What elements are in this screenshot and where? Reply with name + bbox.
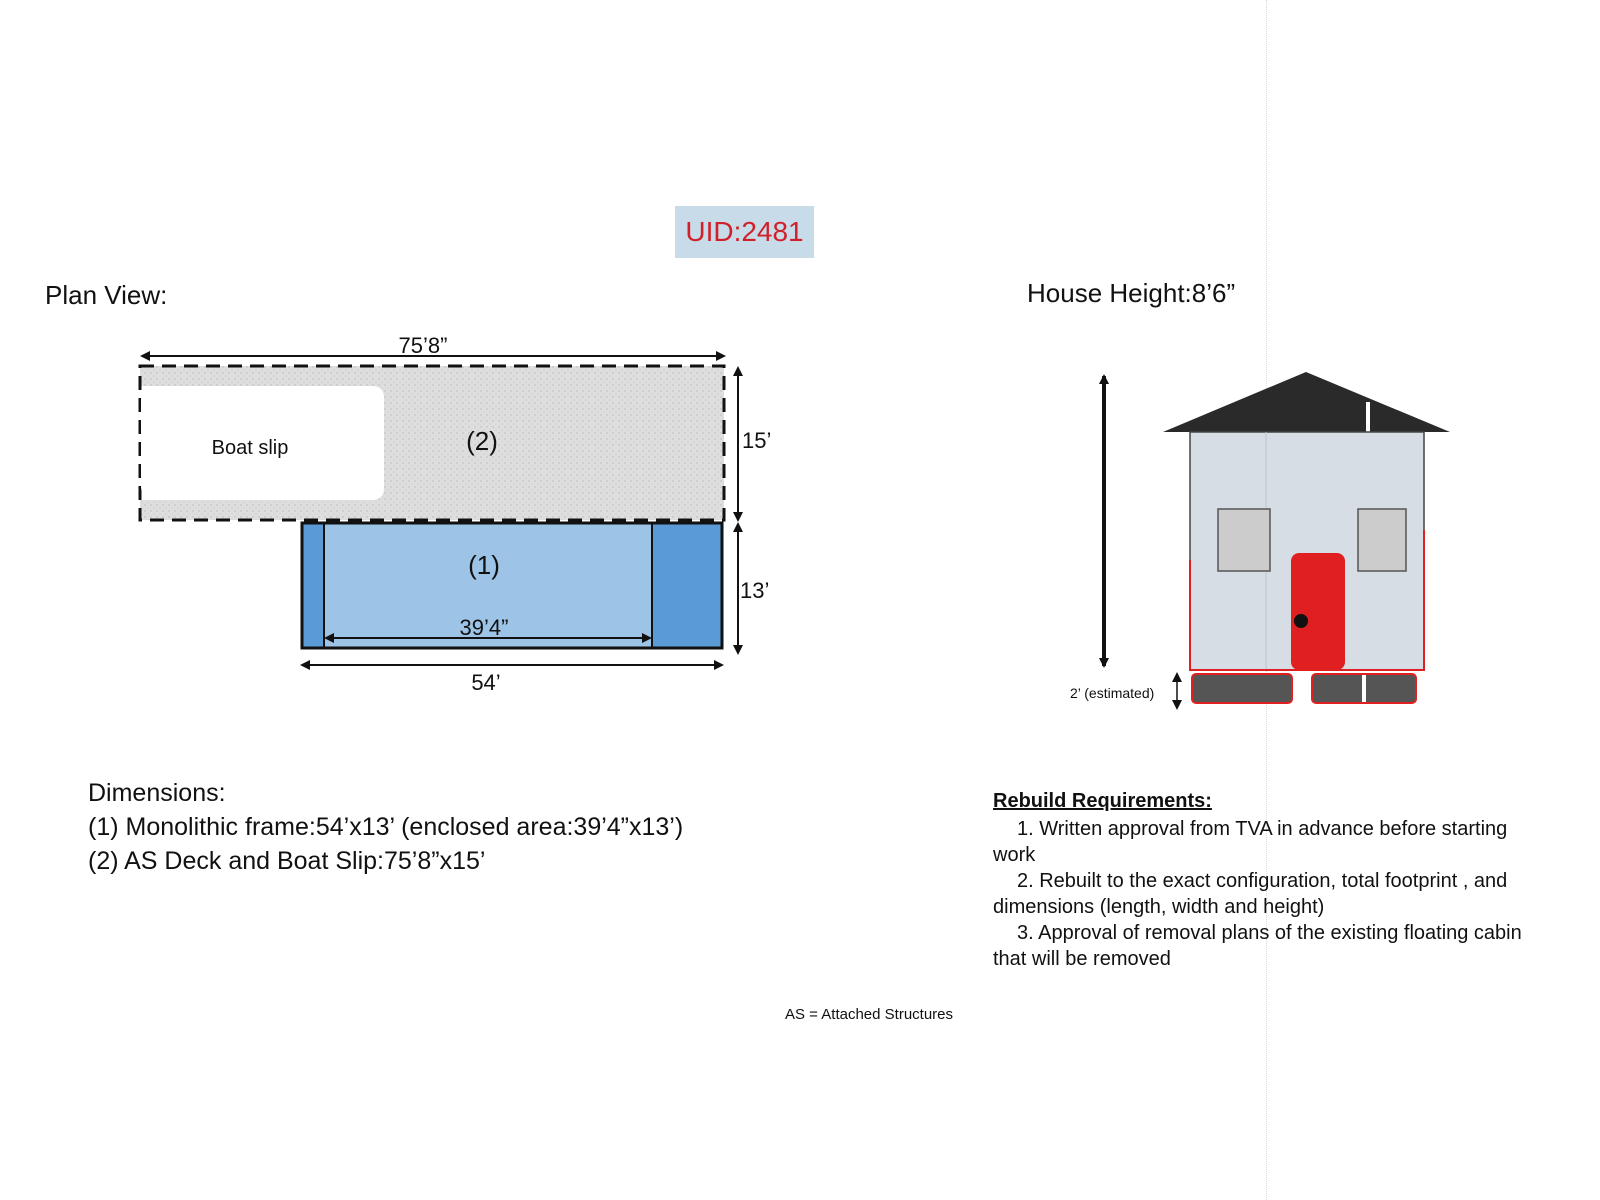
rebuild-requirement-3: 3. Approval of removal plans of the existing floating cabin that will be removed: [993, 922, 1522, 970]
door: [1291, 553, 1345, 670]
house-elevation-diagram: [1070, 372, 1450, 708]
rebuild-requirement-1: 1. Written approval from TVA in advance before starting work: [993, 818, 1508, 866]
dim-label-deck-width: 15’: [742, 428, 772, 453]
float-left: [1192, 674, 1292, 703]
frame-end-right: [652, 523, 722, 648]
boat-slip-label: Boat slip: [211, 437, 289, 459]
door-knob: [1294, 614, 1308, 628]
plan-view-diagram: [140, 333, 771, 695]
uid-badge: UID:2481: [675, 206, 814, 258]
rebuild-requirements-heading: Rebuild Requirements:: [993, 790, 1212, 812]
house-height-title: House Height:8’6”: [1027, 278, 1236, 308]
rebuild-requirement-2: 2. Rebuilt to the exact configuration, total footprint , and dimensions (length, width and height): [993, 870, 1508, 918]
dim-label-enclosed-length: 39’4”: [459, 615, 509, 640]
dim-label-frame-width: 13’: [740, 578, 770, 603]
dimensions-heading: Dimensions:: [88, 779, 226, 807]
rebuild-requirements-block: [993, 788, 1553, 972]
dimension-item-2: (2) AS Deck and Boat Slip:75’8”x15’: [88, 847, 486, 875]
dim-label-overall-length: 75’8”: [398, 333, 448, 358]
window-left: [1218, 509, 1270, 571]
float-right-stripe: [1362, 675, 1366, 702]
house-roof: [1163, 372, 1450, 432]
as-legend-note: AS = Attached Structures: [785, 1006, 954, 1023]
area-1-label: (1): [468, 550, 500, 580]
float-height-label: 2’ (estimated): [1070, 685, 1155, 701]
plan-view-title: Plan View:: [45, 280, 168, 310]
roof-vent-stripe: [1366, 402, 1370, 432]
dimension-item-1: (1) Monolithic frame:54’x13’ (enclosed area:39’4”x13’): [88, 813, 684, 841]
dim-label-frame-length: 54’: [471, 670, 501, 695]
dimensions-block: [88, 776, 683, 878]
frame-end-left: [302, 523, 324, 648]
area-2-label: (2): [466, 426, 498, 456]
window-right: [1358, 509, 1406, 571]
